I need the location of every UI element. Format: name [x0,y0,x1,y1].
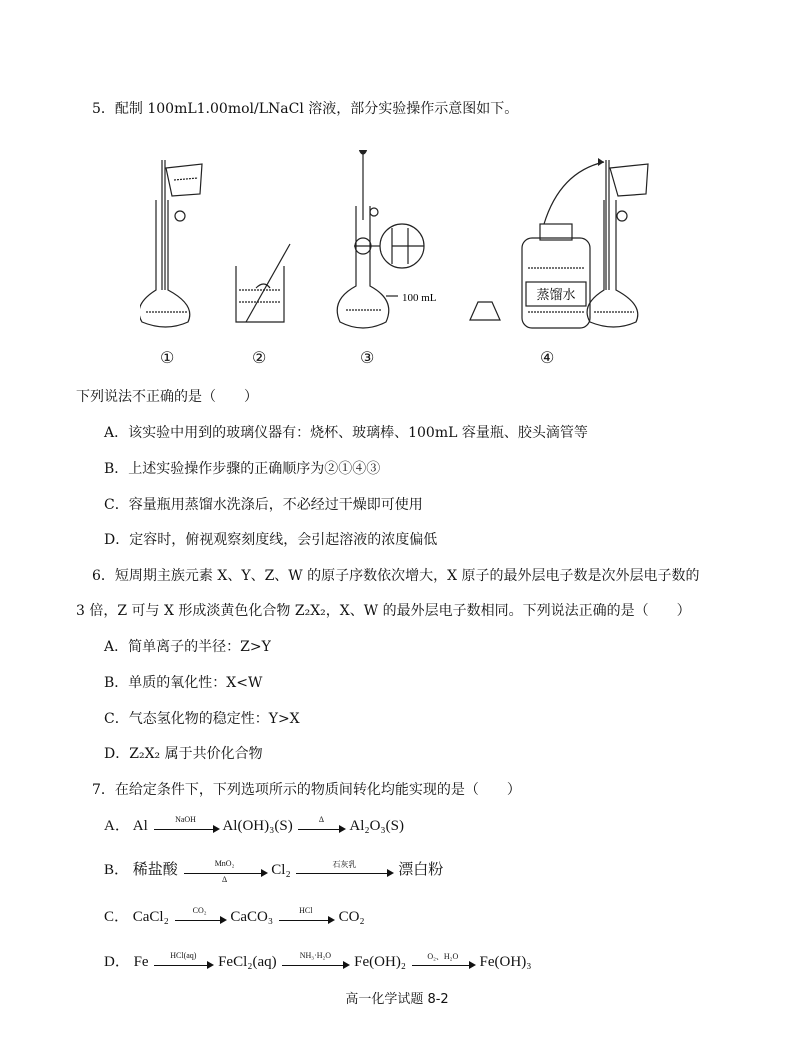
reaction-arrow [296,859,392,879]
reaction-arrow [412,951,474,971]
substance: CaCO₃ [230,909,274,925]
q7-option-a [104,814,404,835]
substance: Cl₂ [271,862,291,878]
q5-stem: 5．配制 100mL1.00mol/LNaCl 溶液，部分实验操作示意图如下。 [92,101,519,117]
substance: CaCl₂ [132,909,169,925]
reaction-condition: MnO₂ [214,858,235,868]
option-letter: A． [104,818,130,834]
q5-option-c: C．容量瓶用蒸馏水洗涤后，不必经过干燥即可使用 [104,497,423,513]
q6-stem-line2: 3 倍，Z 可与 X 形成淡黄色化合物 Z₂X₂，X、W 的最外层电子数相同。下列说法正确的是（ ） [76,603,691,619]
reaction-condition: O₂、H₂O [427,951,459,961]
reaction-arrow [298,814,344,835]
substance: CO₂ [338,909,365,925]
flask-100ml-mark: 100 mL [402,292,437,304]
reaction-arrow [184,858,266,884]
reaction-arrow [175,905,225,926]
reaction-arrow [279,905,333,926]
substance: Fe [133,954,149,970]
option-letter: B． [104,862,130,878]
figure-label-1: ① [160,348,175,367]
substance: 漂白粉 [398,862,444,878]
q6-option-d: D．Z₂X₂ 属于共价化合物 [104,746,263,762]
substance: Fe(OH)₂ [354,954,407,970]
q7-option-d [104,950,531,971]
reaction-arrow [154,814,218,835]
q7-stem: 7．在给定条件下，下列选项所示的物质间转化均能实现的是（ ） [92,782,521,798]
q5-option-b: B．上述实验操作步骤的正确顺序为②①④③ [104,461,381,477]
substance: Al [132,818,148,834]
substance: FeCl₂(aq) [218,954,277,970]
reaction-condition: 石灰乳 [332,859,357,869]
figure-label-3: ③ [360,348,375,367]
option-letter: C． [104,909,130,925]
reaction-condition: NaOH [175,814,196,824]
q6-stem-line1: 6．短周期主族元素 X、Y、Z、W 的原子序数依次增大，X 原子的最外层电子数是次外层电子数的 [92,568,700,584]
substance: Fe(OH)₃ [479,954,532,970]
bottle-label: 蒸馏水 [536,288,576,303]
option-letter: D． [104,954,130,970]
page-footer: 高一化学试题 8-2 [345,992,449,1007]
substance: Al₂O₃(S) [349,818,404,834]
reaction-condition: NH₃·H₂O [299,950,332,960]
q6-option-c: C．气态氢化物的稳定性：Y>X [104,711,300,727]
q7-option-c [104,905,365,926]
figure-label-2: ② [252,348,267,367]
substance: Al(OH)₃(S) [222,818,293,834]
figure-2-beaker-stirring [236,244,290,322]
reaction-condition: Δ [221,874,228,884]
reaction-arrow [154,950,212,971]
q5-question: 下列说法不正确的是（ ） [76,389,258,405]
q6-option-b: B．单质的氧化性：X<W [104,675,263,691]
q5-experiment-figure [140,150,670,370]
reaction-condition: Δ [318,814,325,824]
q6-option-a: A．简单离子的半径：Z>Y [104,639,271,655]
q5-option-d: D．定容时，俯视观察刻度线，会引起溶液的浓度偏低 [104,532,438,548]
q5-option-a: A．该实验中用到的玻璃仪器有：烧杯、玻璃棒、100mL 容量瓶、胶头滴管等 [104,425,588,441]
figure-1-flask-pouring [140,160,202,327]
figure-label-4: ④ [540,348,555,367]
reaction-arrow [282,950,348,971]
q7-option-b [104,858,444,884]
reaction-condition: HCl [299,905,313,915]
substance: 稀盐酸 [132,862,178,878]
reaction-condition: CO₂ [192,905,207,915]
reaction-condition: HCl(aq) [170,950,197,960]
